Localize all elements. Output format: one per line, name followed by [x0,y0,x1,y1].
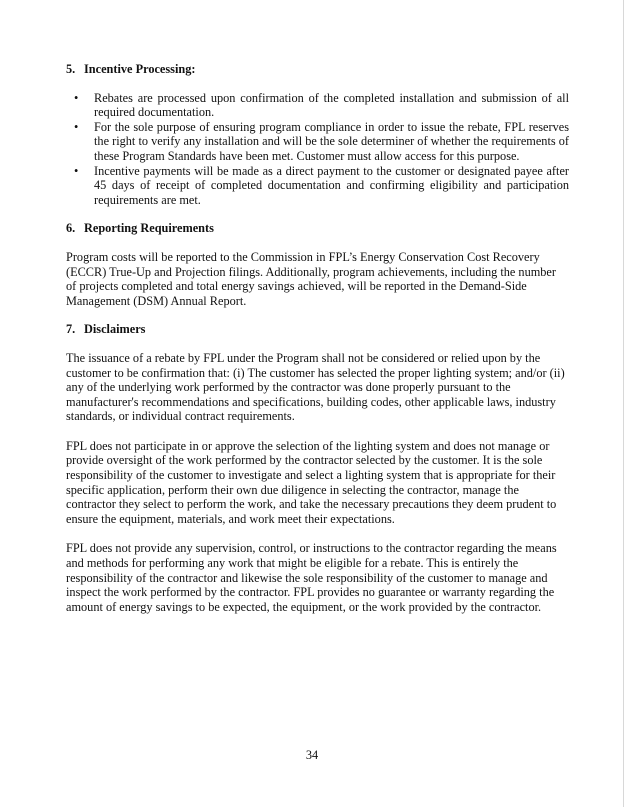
section-7-heading [66,322,569,337]
bullet-text: For the sole purpose of ensuring program compliance in order to issue the rebate, FPL reserves the right to verify any installation and will be the sole determiner of whether the requirements of these Program Standards have been met. Customer must allow access for this purpose. [94,119,569,163]
disclaimer-paragraph-1: The issuance of a rebate by FPL under the Program shall not be considered or relied upon by the customer to be confirmation that: (i) The customer has selected the proper lighting system; and/or (ii) any of the underlying work performed by the contractor was done properly pursuant to the manufacturer's recommendations and specifications, building codes, other applicable laws, industry standards, or individual contract requirements. [66,350,565,424]
bullet-text: Rebates are processed upon confirmation of the completed installation and submission of all required documentation. [94,90,569,120]
list-item [66,164,569,208]
section-5-number: 5. [66,62,76,76]
bullet-icon: • [74,90,79,105]
section-5-heading [66,62,569,77]
bullet-icon: • [74,119,79,134]
section-7-title: Disclaimers [84,322,146,337]
bullet-text: Incentive payments will be made as a direct payment to the customer or designated payee after 45 days of receipt of completed documentation and confirming eligibility and participation requirements are met. [94,163,569,207]
bullet-icon: • [74,163,79,178]
disclaimer-paragraph-2: FPL does not participate in or approve the selection of the lighting system and does not manage or provide oversight of the work performed by the contractor selected by the customer. It is the sole responsibility of the customer to investigate and select a lighting system that is appropriate for their specific application, perform their own due diligence in selecting the contractor, manage the contractor they select to perform the work, and take the necessary precautions they deem prudent to ensure the equipment, materials, and work meet their expectations. [66,438,557,526]
section-6-number: 6. [66,221,76,236]
section-7-number: 7. [66,322,76,337]
disclaimer-paragraph-3: FPL does not provide any supervision, control, or instructions to the contractor regarding the means and methods for performing any work that might be eligible for a rebate. This is entirely the responsibility of the contractor and likewise the sole responsibility of the customer to manage and inspect the work performed by the contractor. FPL provides no guarantee or warranty regarding the amount of energy savings to be expected, the equipment, or the work provided by the contractor. [66,541,557,614]
section-6-heading [66,221,569,236]
section-6-title: Reporting Requirements [84,221,214,236]
page-content [66,62,569,614]
section-5-title: Incentive Processing: [84,62,196,76]
page-number: 34 [305,748,319,762]
incentive-processing-list [66,91,569,208]
reporting-paragraph: Program costs will be reported to the Commission in FPL’s Energy Conservation Cost Recovery (ECCR) True-Up and Projection filings. Additionally, program achievements, including the number of projects completed and total energy savings achieved, will be reported in the Demand-Side Management (DSM) Annual Report. [66,249,556,308]
list-item [66,120,569,164]
list-item [66,91,569,120]
